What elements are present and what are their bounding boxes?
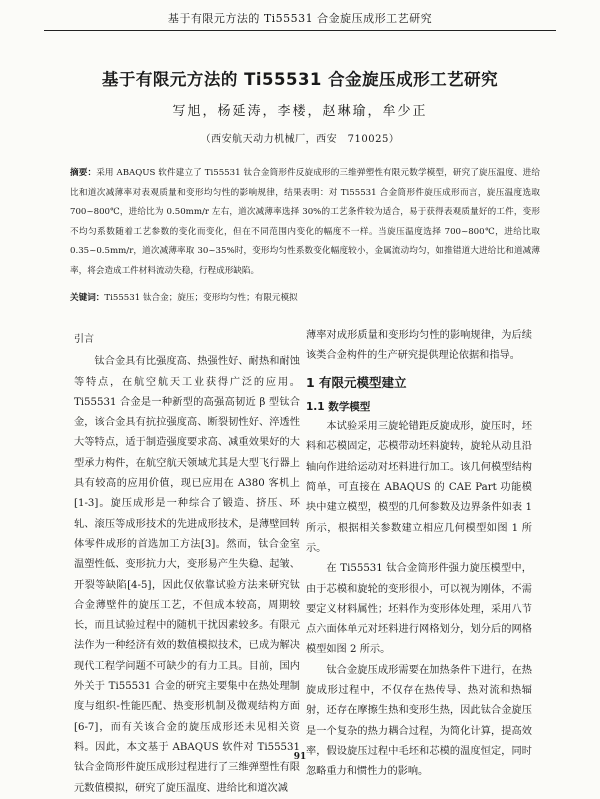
abstract-text: 采用 ABAQUS 软件建立了 Ti55531 钛合金筒形件反旋成形的三维弹塑性有限元数学模型，研究了旋压温度、进给比和道次减薄率对表观质量和变形均匀性的影响规律，结果表明：对 Ti55531 合金筒形件旋压成形而言，旋压温度选取 700~800℃，进给比为 0.50mm/r 左右，道次减薄率选择 30%的工艺条件较为适合，易于获得表观质量好的工件，变形不均匀系数随着工艺参数的变化而变化，但在不同范围内变化的幅度不一样。当旋压温度选择 700~800℃，进给比取 0.35~0.5mm/r，道次减薄率取 30~35%时，变形均匀性系数变化幅度较小，金属流动均匀，如推错道大进给比和道减薄率，将会造成工件材料流动失稳，行程成形缺陷。: [70, 168, 540, 276]
intro-heading: 引言: [74, 334, 94, 345]
model-paragraph-2: 在 Ti55531 钛合金筒形件强力旋压模型中，由于芯模和旋轮的变形很小，可以视为刚体，不需要定义材料属性；坯料作为变形体处理，采用八节点六面体单元对坯料进行网格划分，划分后的网格模型如图 2 所示。: [306, 563, 532, 656]
keywords: [70, 290, 540, 306]
left-column: [74, 330, 300, 799]
abstract: [70, 164, 540, 281]
intro-continuation: 薄率对成形质量和变形均匀性的影响规律，为后续该类合金构件的生产研究提供理论依据和指导。: [306, 330, 532, 362]
running-head: 基于有限元方法的 Ti55531 合金旋压成形工艺研究: [44, 10, 556, 31]
section-heading: 1 有限元模型建立: [306, 374, 407, 390]
keywords-text: Ti55531 钛合金；旋压；变形均匀性；有限元模拟: [104, 293, 298, 303]
model-paragraph-1: 本试验采用三旋轮错距反旋成形，旋压时，坯料和芯模固定，芯模带动坯料旋转，旋轮从动且沿轴向作进给运动对坯料进行加工。该几何模型结构简单，可直接在 ABAQUS 的 CAE Part 功能模块中建立模型，模型的几何参数及边界条件如表 1 所示，根据相关参数建立相应几何模型如图 1 所示。: [306, 421, 532, 554]
authors: 写旭，杨延涛，李楼，赵琳瑜，牟少正: [172, 104, 428, 119]
right-column: [306, 326, 532, 783]
subsection-heading: 1.1 数学模型: [306, 400, 371, 413]
intro-paragraph: 钛合金具有比强度高、热强性好、耐热和耐蚀等特点，在航空航天工业获得广泛的应用。Ti55531 合金是一种新型的高强高韧近 β 型钛合金，该合金具有抗拉强度高、断裂韧性好、淬透性大等特点，适于制造强度要求高、减重效果好的大型承力构件，在航空航天领域尤其是大型飞行器上具有较高的应用价值，现已应用在 A380 客机上[1-3]。旋压成形是一种综合了锻造、挤压、环轧、滚压等成形技术的先进成形技术，是薄壁回转体零件成形的首选加工方法[3]。然而，钛合金室温塑性低、变形抗力大，变形易产生失稳、起皱、开裂等缺陷[4-5]，因此仅依靠试验方法来研究钛合金薄壁件的旋压工艺，不但成本较高，周期较长，而且试验过程中的随机干扰因素较多。有限元法作为一种经济有效的数值模拟技术，已成为解决现代工程学问题不可缺少的有力工具。目前，国内外关于 Ti55531 合金的研究主要集中在热处理制度与组织-性能匹配、热变形机制及微观结构方面[6-7]，而有关该合金的旋压成形还未见相关资料。因此，本文基于 ABAQUS 软件对 Ti55531 钛合金筒形件旋压成形过程进行了三维弹塑性有限元数值模拟，研究了旋压温度、进给比和道次减: [74, 356, 300, 794]
page-number: 91: [293, 752, 307, 762]
abstract-label: 摘要：: [70, 168, 97, 178]
keywords-label: 关键词：: [70, 293, 105, 303]
affiliation: （西安航天动力机械厂，西安 710025）: [200, 134, 400, 145]
paper-title: 基于有限元方法的 Ti55531 合金旋压成形工艺研究: [101, 70, 499, 89]
model-paragraph-3: 钛合金旋压成形需要在加热条件下进行，在热旋成形过程中，不仅存在热传导、热对流和热辐射，还存在摩擦生热和变形生热，因此钛合金旋压是一个复杂的热力耦合过程，为简化计算，提高效率，假设旋压过程中毛坯和芯模的温度恒定，同时忽略重力和惯性力的影响。: [306, 664, 532, 778]
